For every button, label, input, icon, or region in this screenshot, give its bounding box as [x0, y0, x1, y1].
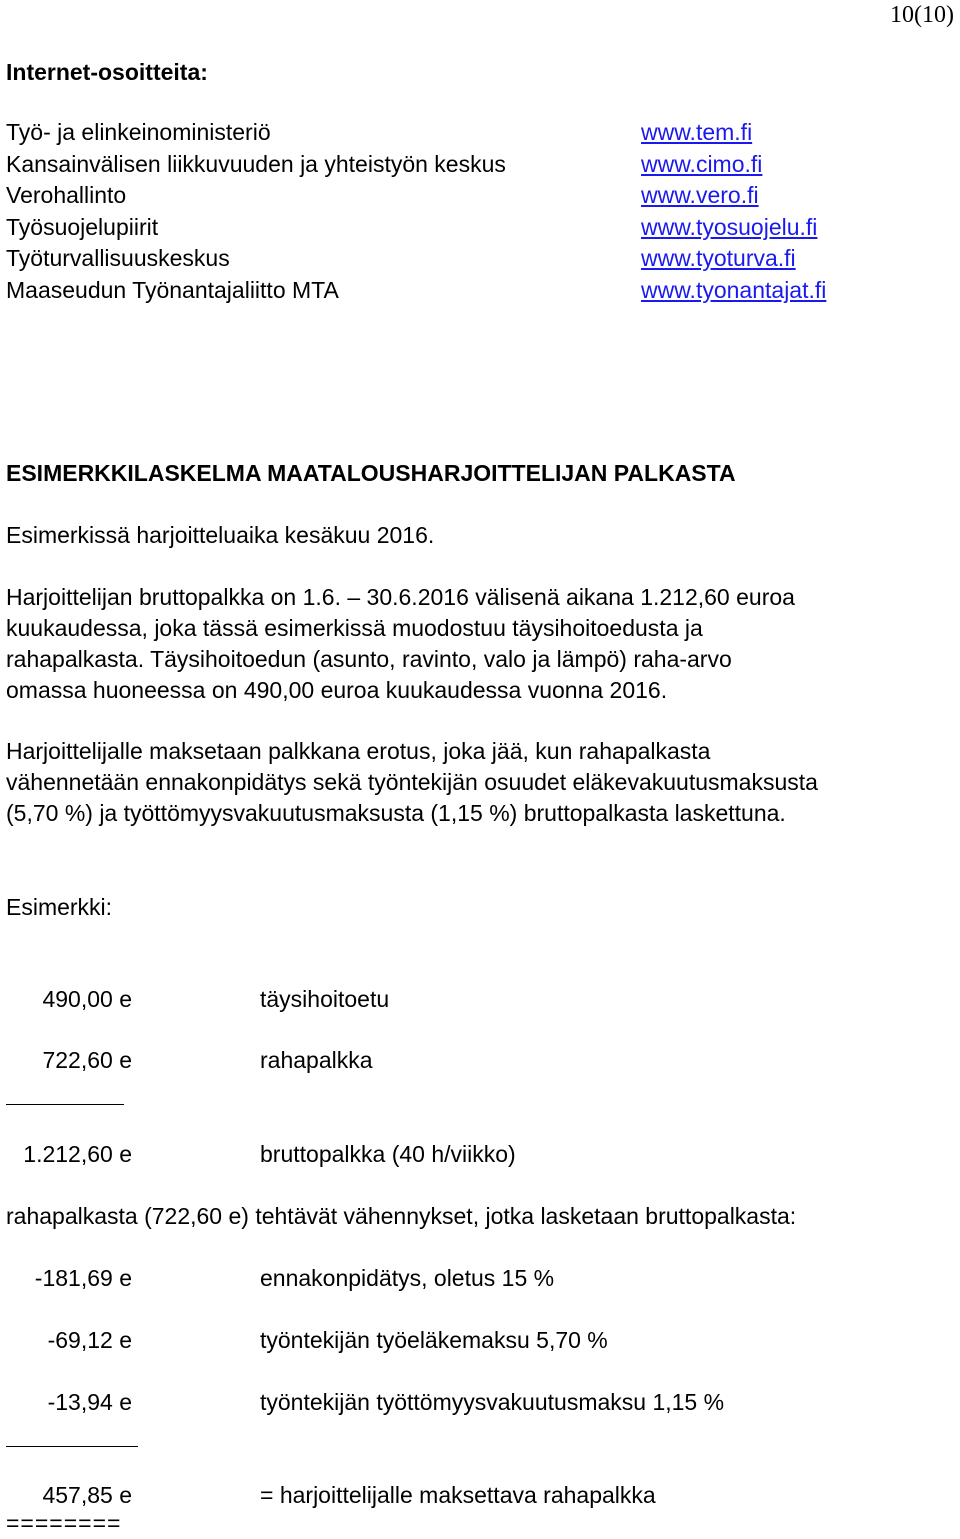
url-link[interactable]: www.tem.fi: [641, 119, 753, 145]
paragraph-line: Harjoittelijalle maksetaan palkkana erotus, joka jää, kun rahapalkasta: [6, 738, 711, 764]
example-label: Esimerkki:: [6, 894, 113, 920]
gross-total-amount: 1.212,60 e: [23, 1141, 132, 1167]
organization-name: Kansainvälisen liikkuvuuden ja yhteistyön keskus: [6, 150, 506, 177]
paragraph-line: Harjoittelijan bruttopalkka on 1.6. – 30.6.2016 välisenä aikana 1.212,60 euroa: [6, 584, 795, 610]
example-intro: Esimerkissä harjoitteluaika kesäkuu 2016.: [6, 522, 435, 548]
page-number: 10(10): [890, 2, 954, 28]
sum-underline: [6, 1104, 124, 1105]
deduction-description: työntekijän työeläkemaksu 5,70 %: [260, 1327, 608, 1353]
links-section-title: Internet-osoitteita:: [6, 59, 208, 85]
url-link[interactable]: www.vero.fi: [641, 182, 759, 208]
net-total-amount: 457,85 e: [42, 1482, 132, 1508]
example-title: ESIMERKKILASKELMA MAATALOUSHARJOITTELIJAN PALKASTA: [6, 460, 736, 486]
paragraph-line: vähennetään ennakonpidätys sekä työntekijän osuudet eläkevakuutusmaksusta: [6, 769, 818, 795]
organization-name: Työsuojelupiirit: [6, 213, 159, 240]
organization-name: Verohallinto: [6, 182, 127, 208]
paragraph-line: rahapalkasta. Täysihoitoedun (asunto, ravinto, valo ja lämpö) raha-arvo: [6, 646, 732, 672]
paragraph-net-salary: [6, 736, 956, 829]
url-list: [641, 117, 826, 306]
deductions-intro: rahapalkasta (722,60 e) tehtävät vähennykset, jotka lasketaan bruttopalkasta:: [6, 1203, 797, 1229]
net-total-description: = harjoittelijalle maksettava rahapalkka: [260, 1482, 656, 1508]
url-link[interactable]: www.cimo.fi: [641, 150, 763, 177]
amount-value: 490,00 e: [42, 986, 132, 1012]
gross-total-description: bruttopalkka (40 h/viikko): [260, 1141, 516, 1167]
sum-underline: [6, 1446, 138, 1447]
organization-name: Työturvallisuuskeskus: [6, 245, 230, 271]
organization-name: Maaseudun Työnantajaliitto MTA: [6, 276, 339, 303]
deduction-description: työntekijän työttömyysvakuutusmaksu 1,15 %: [260, 1389, 725, 1415]
paragraph-line: (5,70 %) ja työttömyysvakuutusmaksusta (1,15 %) bruttopalkasta laskettuna.: [6, 800, 786, 826]
deduction-amount: -13,94 e: [47, 1389, 132, 1415]
amount-description: rahapalkka: [260, 1047, 373, 1073]
amount-value: 722,60 e: [42, 1047, 132, 1073]
url-link[interactable]: www.tyoturva.fi: [641, 245, 796, 271]
amount-description: täysihoitoetu: [260, 986, 390, 1012]
url-link[interactable]: www.tyosuojelu.fi: [641, 213, 818, 240]
paragraph-line: omassa huoneessa on 490,00 euroa kuukaudessa vuonna 2016.: [6, 677, 668, 703]
deduction-amount: -69,12 e: [47, 1327, 132, 1353]
double-underline: ========: [6, 1510, 122, 1536]
paragraph-gross-salary: [6, 582, 956, 706]
url-link[interactable]: www.tyonantajat.fi: [641, 276, 827, 303]
organization-name: Työ- ja elinkeinoministeriö: [6, 119, 271, 145]
deduction-description: ennakonpidätys, oletus 15 %: [260, 1265, 555, 1291]
organization-list: [6, 117, 506, 306]
paragraph-line: kuukaudessa, joka tässä esimerkissä muodostuu täysihoitoedusta ja: [6, 615, 703, 641]
deduction-amount: -181,69 e: [34, 1265, 132, 1291]
